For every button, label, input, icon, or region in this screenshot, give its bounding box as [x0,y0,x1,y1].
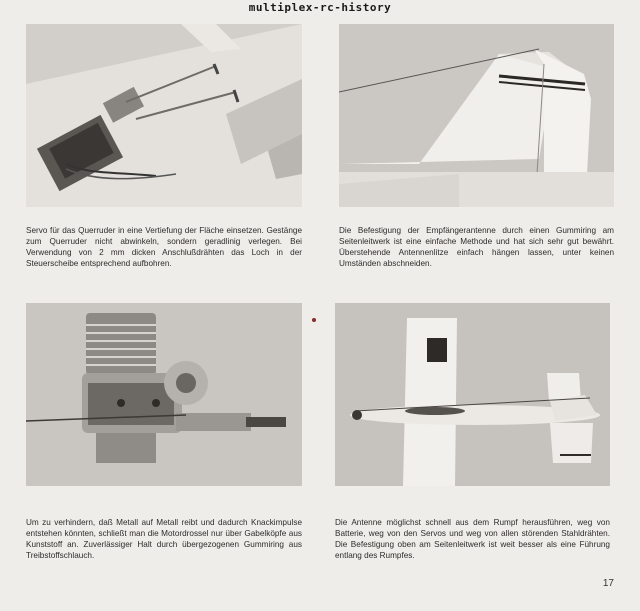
engine-photo [26,303,302,486]
vertical-fin-photo [339,24,614,207]
caption-antenna-routing: Die Antenne möglichst schnell aus dem Rumpf herausführen, weg von Batterie, weg von den Servos und weg von allen störenden Stahldrähten. Die Befestigung oben am Seitenleitwerk ist weit besser als eine Führung entlang des Rumpfes. [335,518,610,560]
airplane-photo [335,303,610,486]
caption-aileron-servo: Servo für das Querruder in eine Vertiefung der Fläche einsetzen. Gestänge zum Querruder nicht abwinkeln, sondern geradlinig verlegen. Bei Verwendung von 2 mm dicken Anschlußdrähten das Loch in der Steuerscheibe entsprechend aufbohren. [26,226,302,268]
caption-engine-throttle: Um zu verhindern, daß Metall auf Metall reibt und dadurch Knackimpulse entstehen könnten, schließt man die Motordrossel nur über Gabelköpfe aus Kunststoff an. Zuverlässiger Halt durch übergezogenen Gummiring aus Treibstoffschlauch. [26,518,302,560]
ink-mark [312,318,316,322]
site-header: multiplex-rc-history [248,1,392,14]
caption-antenna-fin: Die Befestigung der Empfängerantenne durch einen Gummiring am Seitenleitwerk ist eine einfache Methode und hat sich sehr gut bewährt. Überstehende Antennenlitze einfach hängen lassen, unter keinen Umständen abschneiden. [339,226,614,268]
aileron-servo-photo [26,24,302,207]
page-number: 17 [602,578,614,589]
